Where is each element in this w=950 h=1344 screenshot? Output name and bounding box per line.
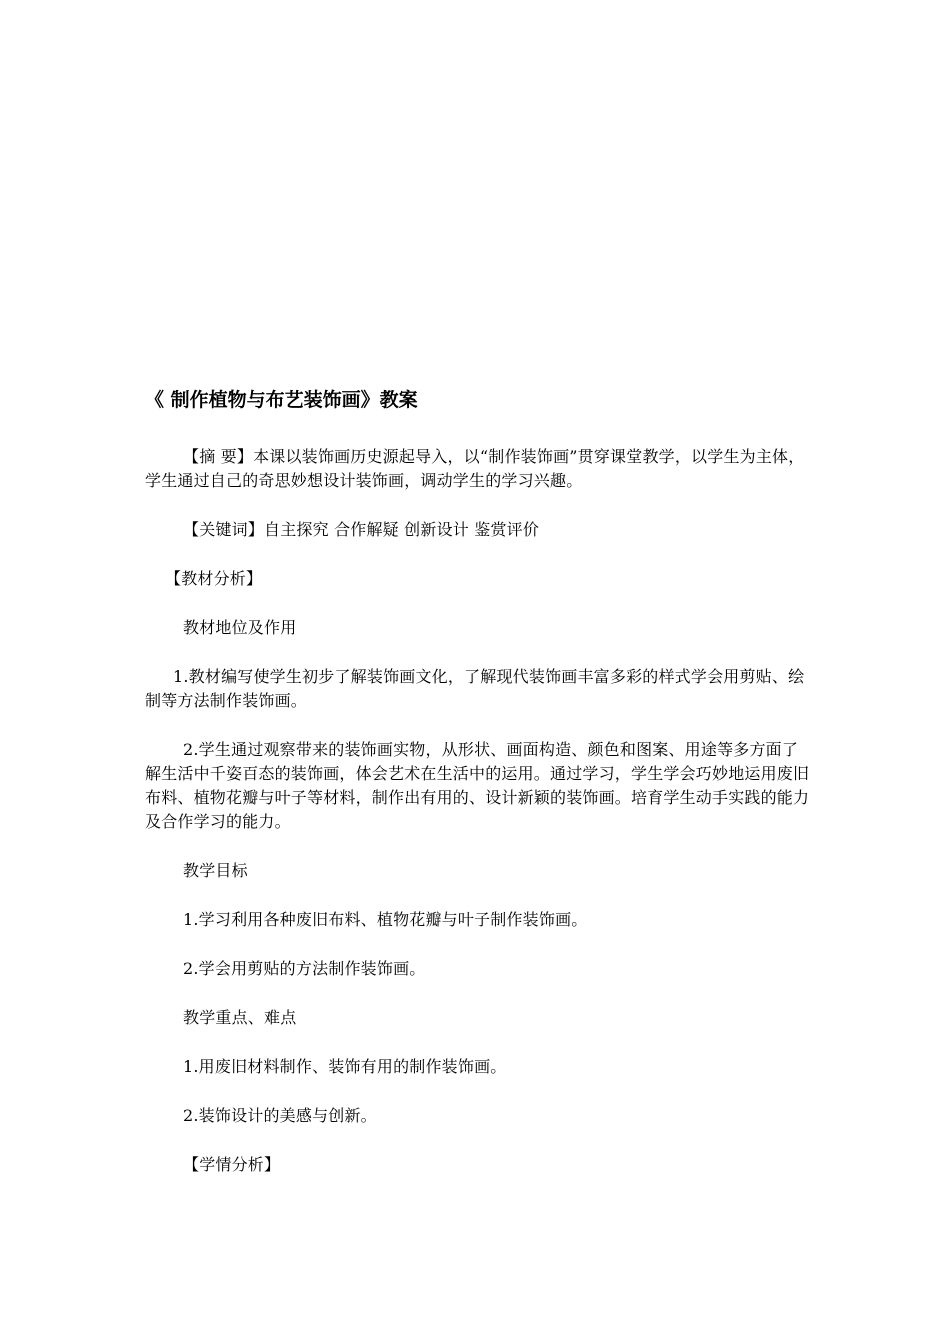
goal-item-2: 2.学会用剪贴的方法制作装饰画。 bbox=[183, 959, 426, 978]
goal-item-1: 1.学习利用各种废旧布料、植物花瓣与叶子制作装饰画。 bbox=[183, 910, 588, 929]
document-body bbox=[145, 384, 810, 1202]
subheading-key-difficult-points: 教学重点、难点 bbox=[183, 1008, 297, 1027]
position-item-2: 2.学生通过观察带来的装饰画实物，从形状、画面构造、颜色和图案、用途等多方面了解生活中千姿百态的装饰画，体会艺术在生活中的运用。通过学习，学生学会巧妙地运用废旧布料、植物花瓣与叶子等材料，制作出有用的、设计新颖的装饰画。培育学生动手实践的能力及合作学习的能力。 bbox=[145, 740, 810, 831]
position-item-1: 1.教材编写使学生初步了解装饰画文化，了解现代装饰画丰富多彩的样式学会用剪贴、绘制等方法制作装饰画。 bbox=[145, 667, 805, 710]
document-title: 《 制作植物与布艺装饰画》教案 bbox=[145, 389, 418, 411]
subheading-teaching-goals: 教学目标 bbox=[183, 861, 248, 880]
section-heading-student-analysis: 【学情分析】 bbox=[183, 1155, 281, 1174]
key-item-2: 2.装饰设计的美感与创新。 bbox=[183, 1106, 377, 1125]
keywords-paragraph: 【关键词】自主探究 合作解疑 创新设计 鉴赏评价 bbox=[183, 520, 540, 539]
key-item-1: 1.用废旧材料制作、装饰有用的制作装饰画。 bbox=[183, 1057, 507, 1076]
abstract-paragraph: 【摘 要】本课以装饰画历史源起导入，以“制作装饰画”贯穿课堂教学，以学生为主体，学生通过自己的奇思妙想设计装饰画，调动学生的学习兴趣。 bbox=[145, 447, 805, 490]
section-heading-textbook-analysis: 【教材分析】 bbox=[165, 569, 263, 588]
subheading-textbook-position: 教材地位及作用 bbox=[183, 618, 297, 637]
